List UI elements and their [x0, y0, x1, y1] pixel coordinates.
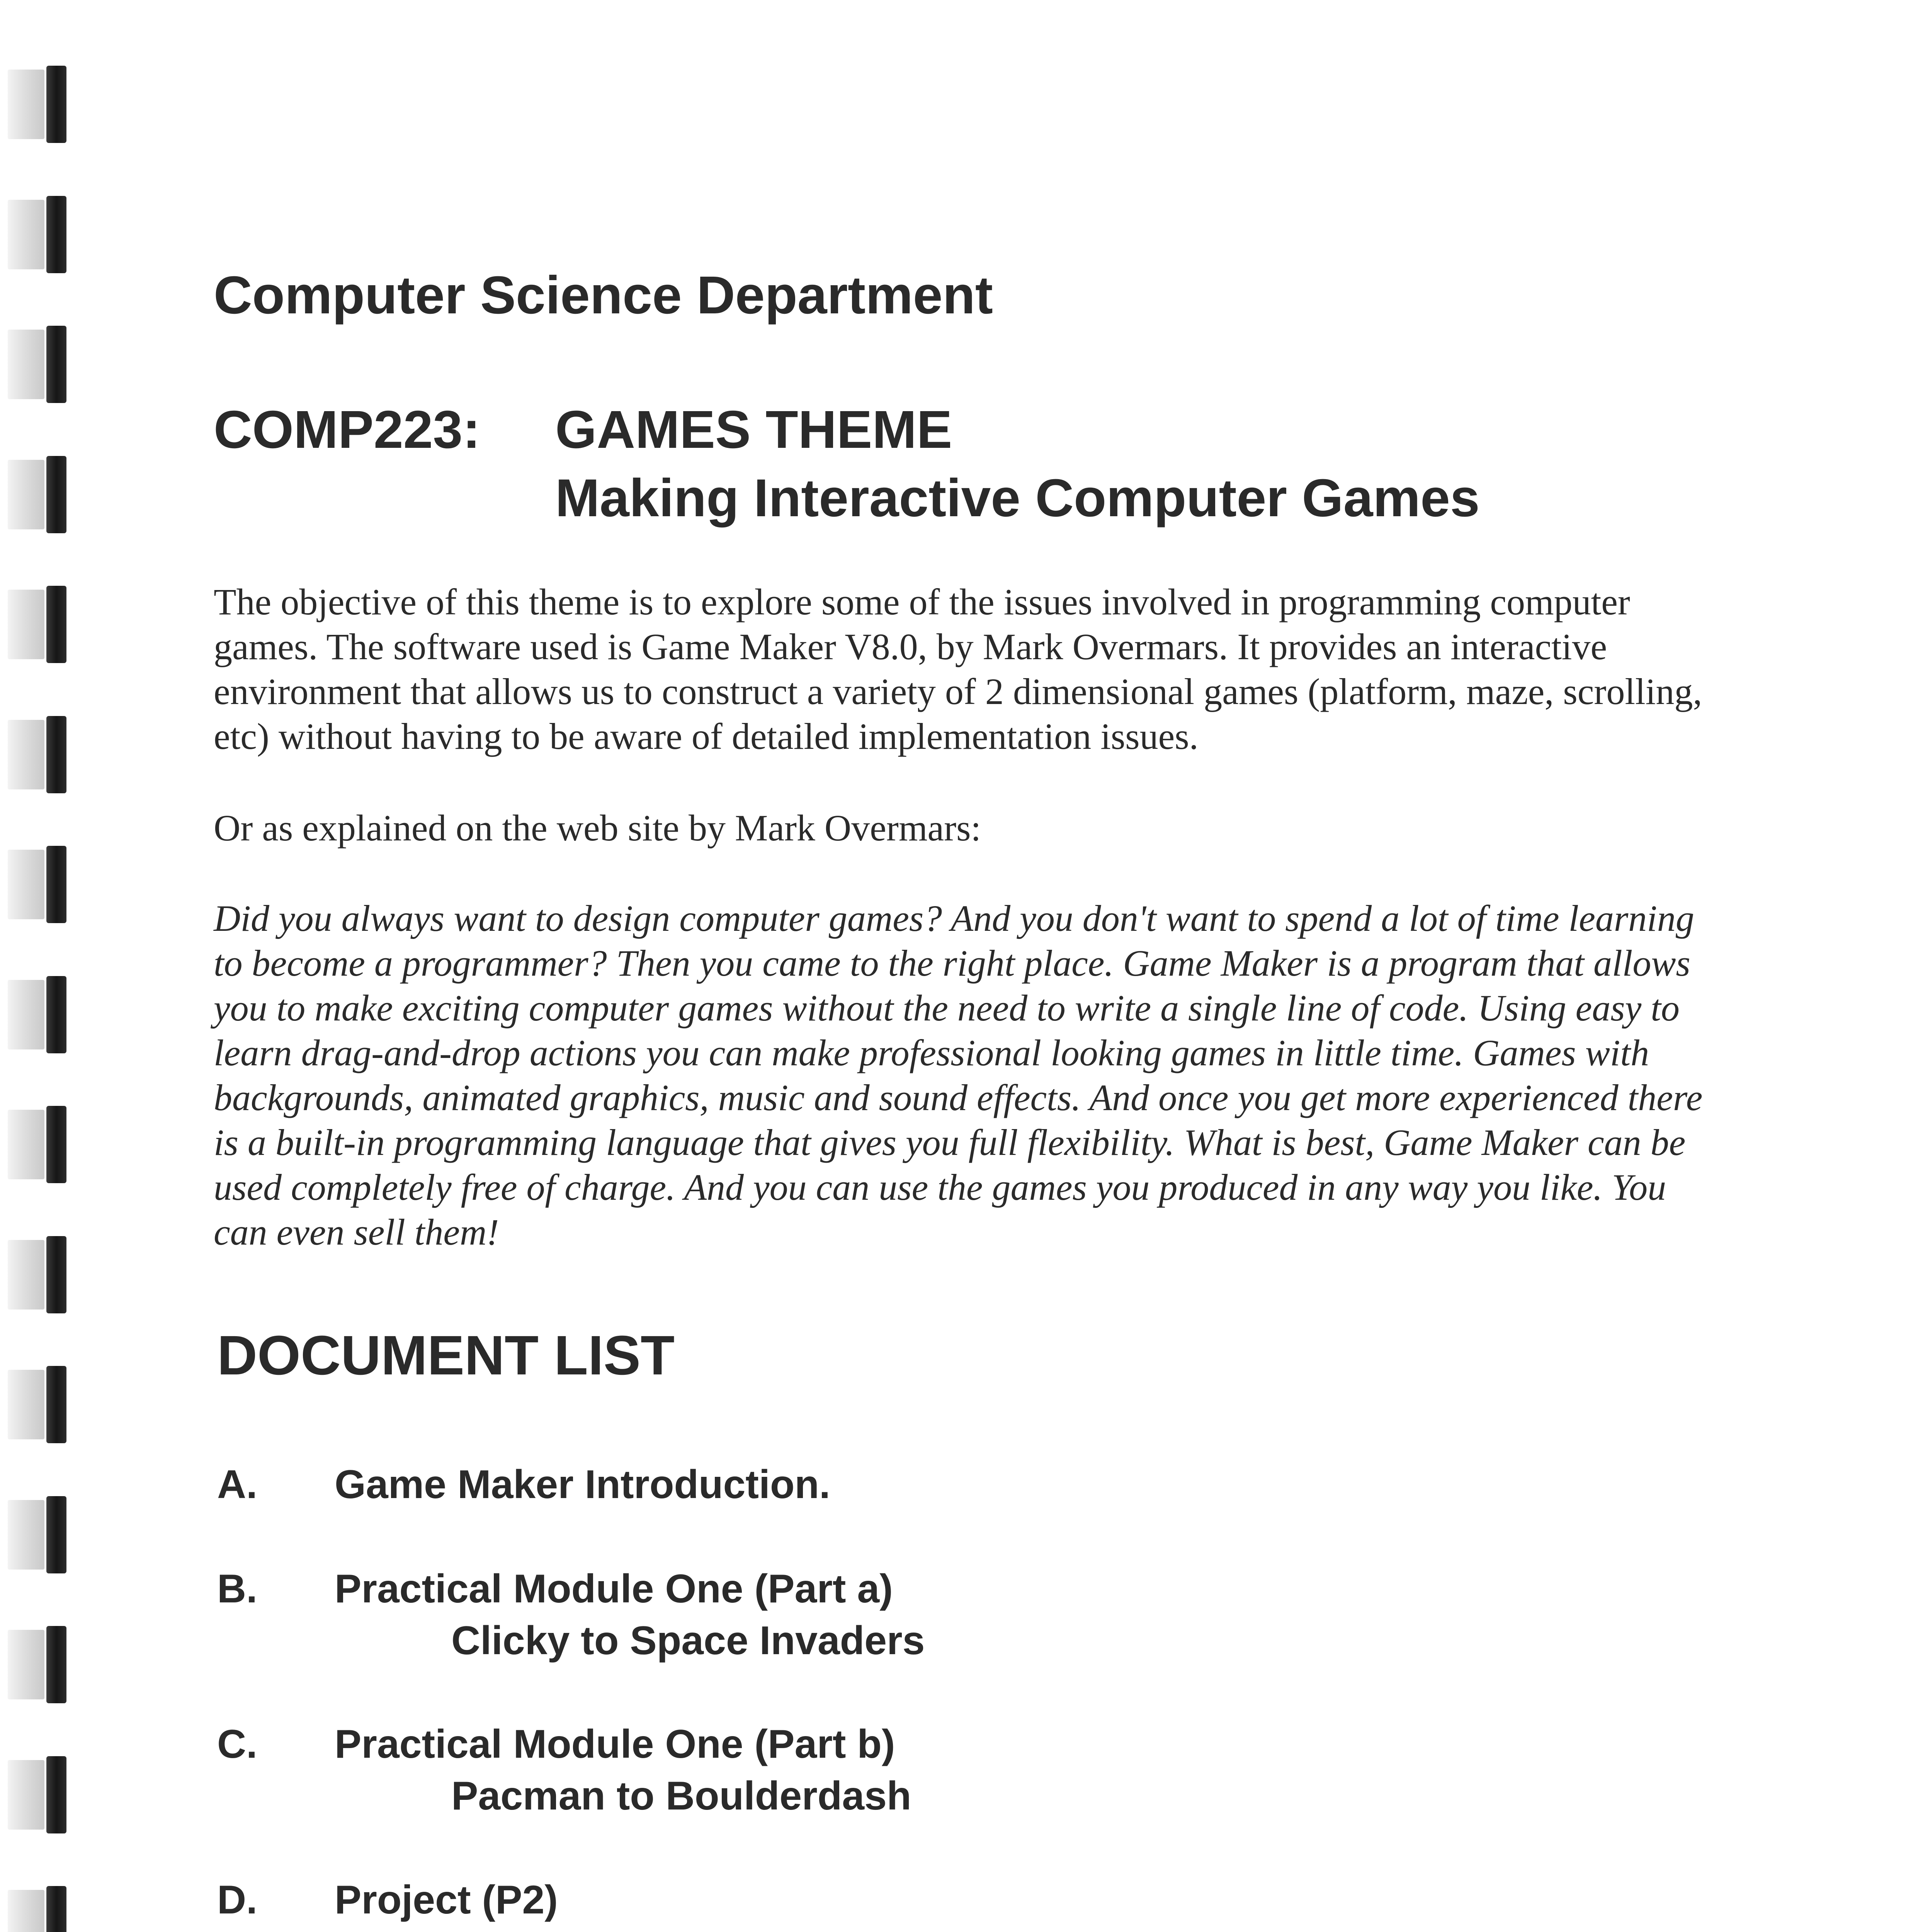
item-title: Game Maker Introduction. — [335, 1462, 830, 1507]
binding-coil — [46, 846, 66, 923]
binding-coil — [46, 1886, 66, 1932]
quote-paragraph: Did you always want to design computer games? And you don't want to spend a lot of time learning to become a programmer? Then you came to the right place. Game Maker is a program that allows you to make exciting computer games without the need to write a single line of code. Using easy to learn drag-and-drop actions you can make professional looking games in little time. Games with backgrounds, animated graphics, music and sound effects. And once you get more experienced there is a built-in programming language that gives you full flexibility. What is best, Game Maker can be used completely free of charge. And you can use the games you produced in any way you like. You can even sell them! — [214, 898, 1703, 1253]
binding-hole — [8, 720, 44, 789]
course-code: COMP223: — [214, 400, 481, 459]
item-subtitle: Clicky to Space Invaders — [451, 1618, 925, 1663]
binding-hole — [8, 1110, 44, 1179]
binding-ring — [8, 716, 66, 793]
course-title: GAMES THEME — [555, 400, 952, 459]
binding-coil — [46, 196, 66, 273]
binding-coil — [46, 1236, 66, 1313]
binding-ring — [8, 196, 66, 273]
binding-hole — [8, 330, 44, 399]
binding-hole — [8, 1760, 44, 1830]
binding-ring — [8, 456, 66, 533]
binding-ring — [8, 1626, 66, 1703]
binding-coil — [46, 586, 66, 663]
item-letter: A. — [217, 1462, 257, 1507]
binding-ring — [8, 976, 66, 1053]
document-list-heading: DOCUMENT LIST — [217, 1324, 675, 1386]
binding-coil — [46, 1106, 66, 1183]
binding-hole — [8, 70, 44, 139]
binding-coil — [46, 1756, 66, 1833]
binding-ring — [8, 846, 66, 923]
item-title: Project (P2) — [335, 1878, 558, 1922]
binding-ring — [8, 1886, 66, 1932]
department-heading: Computer Science Department — [214, 265, 993, 325]
item-title: Practical Module One (Part a) — [335, 1566, 893, 1611]
binding-hole — [8, 1890, 44, 1932]
course-subtitle: Making Interactive Computer Games — [555, 468, 1480, 528]
binding-hole — [8, 1630, 44, 1699]
binding-coil — [46, 326, 66, 403]
binding-ring — [8, 1106, 66, 1183]
binding-ring — [8, 1366, 66, 1443]
binding-ring — [8, 586, 66, 663]
binding-coil — [46, 1496, 66, 1573]
item-letter: C. — [217, 1722, 257, 1767]
binding-hole — [8, 460, 44, 529]
lead-in-paragraph: Or as explained on the web site by Mark Overmars: — [214, 807, 981, 849]
item-title: Practical Module One (Part b) — [335, 1722, 895, 1767]
binding-ring — [8, 326, 66, 403]
item-letter: B. — [217, 1566, 257, 1611]
binding-ring — [8, 1236, 66, 1313]
binding-hole — [8, 1370, 44, 1439]
binding-hole — [8, 1500, 44, 1570]
item-subtitle: Pacman to Boulderdash — [451, 1774, 911, 1818]
binding-ring — [8, 1496, 66, 1573]
binding-coil — [46, 456, 66, 533]
binding-ring — [8, 66, 66, 143]
binding-coil — [46, 1626, 66, 1703]
binding-hole — [8, 850, 44, 919]
binding-coil — [46, 716, 66, 793]
binding-hole — [8, 1240, 44, 1310]
binding-hole — [8, 590, 44, 659]
binding-coil — [46, 976, 66, 1053]
spiral-binding — [0, 0, 73, 1932]
item-letter: D. — [217, 1878, 257, 1922]
binding-coil — [46, 66, 66, 143]
binding-hole — [8, 980, 44, 1049]
binding-coil — [46, 1366, 66, 1443]
binding-hole — [8, 200, 44, 269]
objective-paragraph: The objective of this theme is to explore some of the issues involved in programming computer games. The software used is Game Maker V8.0, by Mark Overmars. It provides an interactive environment that allows us to construct a variety of 2 dimensional games (platform, maze, scrolling, etc) without having to be aware of detailed implementation issues. — [214, 581, 1702, 757]
binding-ring — [8, 1756, 66, 1833]
